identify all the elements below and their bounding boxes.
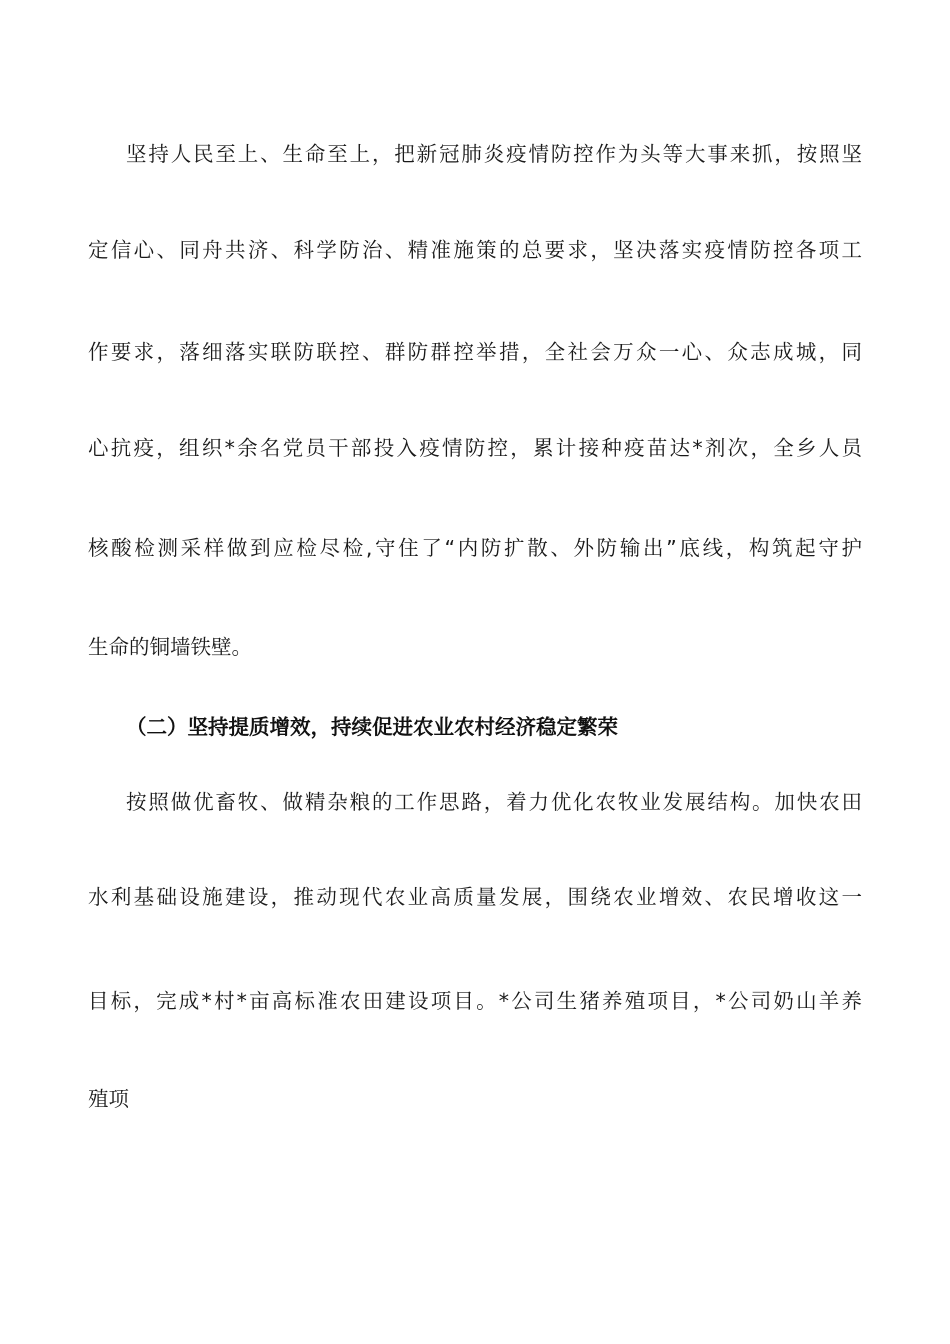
paragraph-line: 心抗疫，组织*余名党员干部投入疫情防控，累计接种疫苗达*剂次，全乡人员 — [88, 436, 862, 460]
paragraph-line: 定信心、同舟共济、科学防治、精准施策的总要求，坚决落实疫情防控各项工 — [88, 238, 862, 262]
paragraph-line: 作要求，落细落实联防联控、群防群控举措，全社会万众一心、众志成城，同 — [88, 340, 862, 364]
paragraph-line: 生命的铜墙铁壁。 — [88, 635, 252, 659]
paragraph-line: 按照做优畜牧、做精杂粮的工作思路，着力优化农牧业发展结构。加快农田 — [126, 790, 862, 814]
paragraph-line: 坚持人民至上、生命至上，把新冠肺炎疫情防控作为头等大事来抓，按照坚 — [126, 142, 862, 166]
paragraph-line: 水利基础设施建设，推动现代农业高质量发展，围绕农业增效、农民增收这一 — [88, 885, 862, 909]
section-heading: （二）坚持提质增效，持续促进农业农村经济稳定繁荣 — [126, 715, 618, 739]
paragraph-line: 殖项 — [88, 1087, 129, 1111]
paragraph-line: 核酸检测采样做到应检尽检,守住了“内防扩散、外防输出”底线，构筑起守护 — [88, 536, 862, 560]
paragraph-line: 目标，完成*村*亩高标准农田建设项目。*公司生猪养殖项目，*公司奶山羊养 — [88, 989, 862, 1013]
